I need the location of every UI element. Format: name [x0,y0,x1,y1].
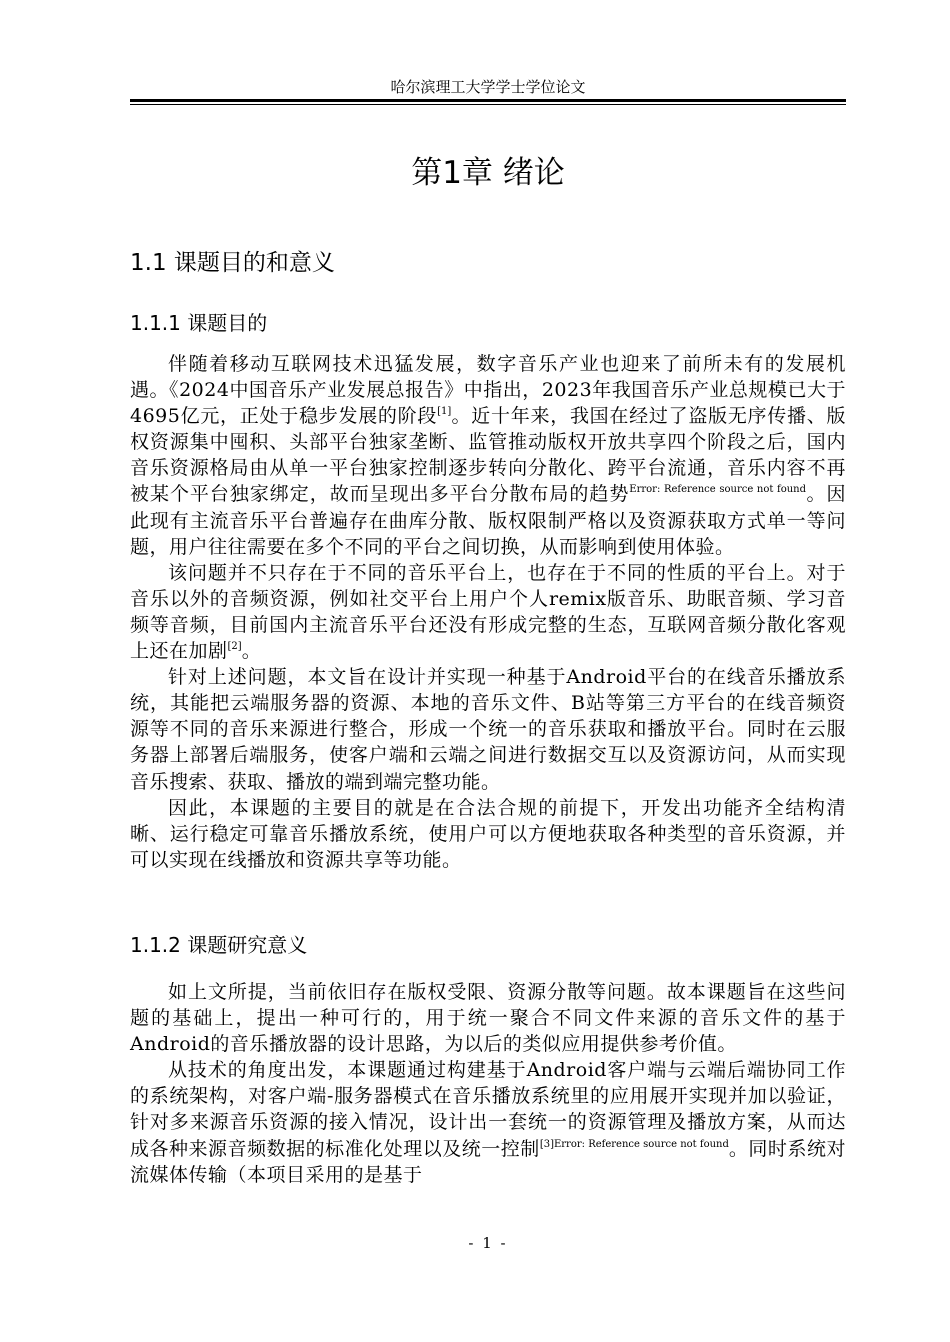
citation: [1] [437,406,452,418]
paragraph: 伴随着移动互联网技术迅猛发展，数字音乐产业也迎来了前所未有的发展机遇。《2024中国音乐产业发展总报告》中指出，2023年我国音乐产业总规模已大于4695亿元，正处于稳步发展的阶段[1]。近十年来，我国在经过了盗版无序传播、版权资源集中囤积、头部平台独家垄断、监管推动版权开放共享四个阶段之后，国内音乐资源格局由从单一平台独家控制逐步转向分散化、跨平台流通，音乐内容不再被某个平台独家绑定，故而呈现出多平台分散布局的趋势$^{Error: Reference source not found}$。因此现有主流音乐平台普遍存在曲库分散、版权限制严格以及资源获取方式单一等问题，用户往往需要在多个不同的平台之间切换，从而影响到使用体验。 [130,353,846,558]
section-heading: 1.1 课题目的和意义 [130,250,335,276]
subsection-heading-significance: 1.1.2 课题研究意义 [130,933,308,957]
paragraph: 如上文所提，当前依旧存在版权受限、资源分散等问题。故本课题旨在这些问题的基础上，提出一种可行的，用于统一聚合不同文件来源的音乐文件的基于Android的音乐播放器的设计思路，为以后的类似应用提供参考价值。 [130,981,846,1056]
chapter-title: 第1章 绪论 [411,155,565,191]
header-rule-thick [130,99,846,102]
citation: [2] [227,641,242,653]
paragraph: 针对上述问题，本文旨在设计并实现一种基于Android平台的在线音乐播放系统，其能把云端服务器的资源、本地的音乐文件、B站等第三方平台的在线音频资源等不同的音乐来源进行整合，形成一个统一的音乐获取和播放平台。同时在云服务器上部署后端服务，使客户端和云端之间进行数据交互以及资源访问，从而实现音乐搜索、获取、播放的端到端完整功能。 [130,666,846,793]
subsection-heading-purpose: 1.1.1 课题目的 [130,311,268,335]
paragraph: 因此，本课题的主要目的就是在合法合规的前提下，开发出功能齐全结构清晰、运行稳定可靠音乐播放系统，使用户可以方便地获取各种类型的音乐资源，并可以实现在线播放和资源共享等功能。 [130,796,846,871]
running-header: 哈尔滨理工大学学士学位论文 [390,78,586,96]
citation-error: [3]Error: Reference source not found [539,1138,729,1150]
citation-error: Error: Reference source not found [629,484,807,496]
paragraph: 从技术的角度出发，本课题通过构建基于Android客户端与云端后端协同工作的系统架构，对客户端-服务器模式在音乐播放系统里的应用展开实现并加以验证，针对多来源音乐资源的接入情况，设计出一套统一的资源管理及播放方案，从而达成各种来源音频数据的标准化处理以及统一控制$^{[3]Error: Reference source not found}$。同时系统对流媒体传输（本项目采用的是基于 [130,1059,846,1186]
header-rule-thin [130,104,846,105]
paragraph: 该问题并不只存在于不同的音乐平台上，也存在于不同的性质的平台上。对于音乐以外的音频资源，例如社交平台上用户个人remix版音乐、助眠音频、学习音频等音频，目前国内主流音乐平台还没有形成完整的生态，互联网音频分散化客观上还在加剧[2]。 [130,561,846,663]
page-number: - 1 - [468,1234,508,1252]
subsection-body-significance [130,979,846,1188]
subsection-body-purpose [130,351,846,873]
